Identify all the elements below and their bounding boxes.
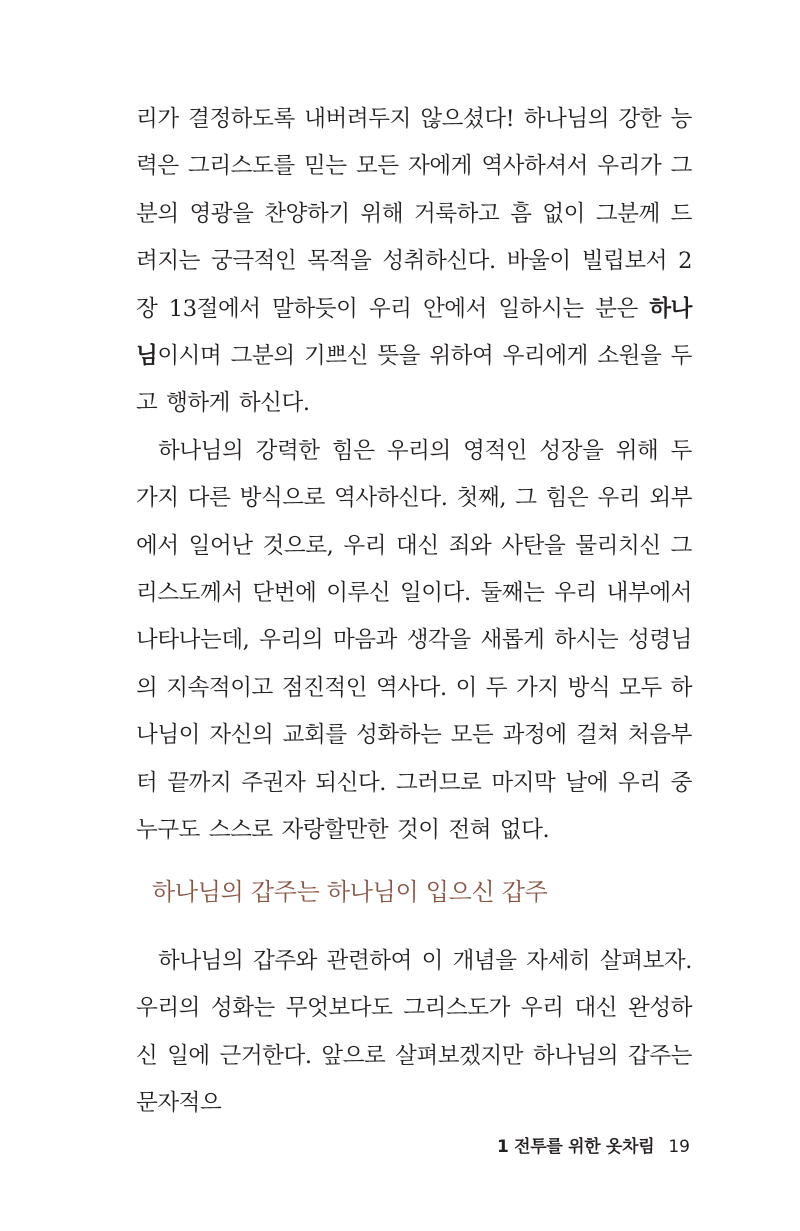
- paragraph-3-segment-1: 하나님의 갑주와 관련하여 이 개념을 자세히 살펴보자. 우리의 성화는 무엇보다도 그리스도가 우리 대신 완성하신 일에 근거한다. 앞으로 살펴보겠지만 하나님의 갑주는 문자적으: [136, 948, 692, 1117]
- section-heading: 하나님의 갑주는 하나님이 입으신 갑주: [152, 878, 548, 906]
- body-text-bottom: [136, 938, 692, 1128]
- paragraph-1-segment-1: 리가 결정하도록 내버려두지 않으셨다! 하나님의 강한 능력은 그리스도를 믿는 모든 자에게 역사하셔서 우리가 그분의 영광을 찬양하기 위해 거룩하고 흠 없이 그분께 드려지는 궁극적인 목적을 성취하신다. 바울이 빌립보서 2장 13절에서 말하듯이 우리 안에서 일하시는 분은: [136, 106, 692, 322]
- page-number: 19: [668, 1137, 690, 1157]
- paragraph-1-segment-3: 이시며 그분의 기쁘신 뜻을 위하여 우리에게 소원을 두고 행하게 하신다.: [136, 343, 692, 417]
- paragraph-3: [136, 938, 692, 1128]
- body-text-top: [136, 96, 692, 855]
- page-footer: [497, 1132, 690, 1157]
- paragraph-1-bold-segment: 하나님: [136, 295, 692, 370]
- paragraph-2: [136, 428, 692, 855]
- paragraph-2-segment-1: 하나님의 강력한 힘은 우리의 영적인 성장을 위해 두 가지 다른 방식으로 역사하신다. 첫째, 그 힘은 우리 외부에서 일어난 것으로, 우리 대신 죄와 사탄을 물리치신 그리스도께서 단번에 이루신 일이다. 둘째는 우리 내부에서 나타나는데, 우리의 마음과 생각을 새롭게 하시는 성령님의 지속적이고 점진적인 역사다. 이 두 가지 방식 모두 하나님이 자신의 교회를 성화하는 모든 과정에 걸쳐 처음부터 끝까지 주권자 되신다. 그러므로 마지막 날에 우리 중 누구도 스스로 자랑할만한 것이 전혀 없다.: [136, 437, 692, 844]
- running-footer-chapter: 1 전투를 위한 옷차림: [496, 1137, 655, 1157]
- paragraph-1: [136, 96, 692, 428]
